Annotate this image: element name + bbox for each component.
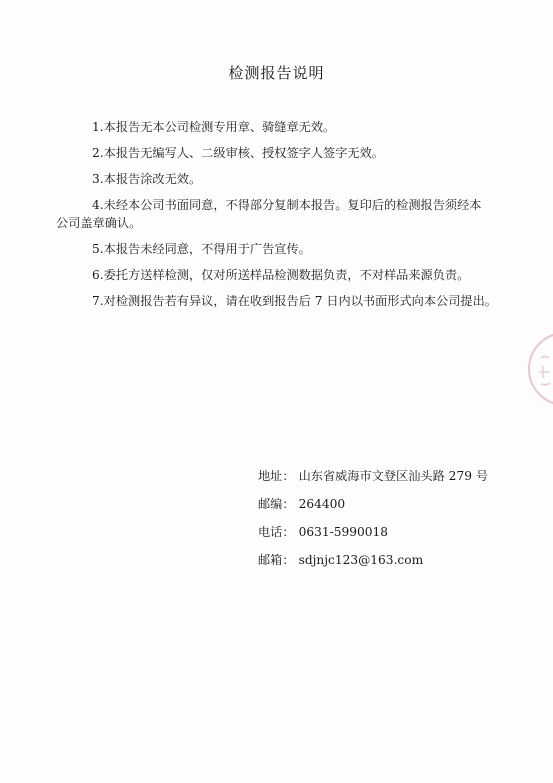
clause-item — [92, 240, 522, 258]
clause-text: 3.本报告涂改无效。 — [92, 172, 202, 186]
clause-text: 5.本报告未经同意，不得用于广告宣传。 — [92, 242, 311, 256]
page-title: 检测报告说明 — [228, 64, 325, 82]
clause-item — [92, 292, 522, 310]
seal-stamp-edge — [519, 328, 553, 410]
email-row — [258, 546, 538, 574]
clause-continuation: 公司盖章确认。 — [56, 216, 142, 230]
address-row — [258, 462, 538, 490]
clause-text: 1.本报告无本公司检测专用章、骑缝章无效。 — [92, 120, 336, 134]
phone-value: 0631-5990018 — [298, 525, 388, 539]
clause-item — [92, 118, 522, 136]
email-label: 邮箱： — [258, 553, 295, 567]
postcode-value: 264400 — [298, 497, 346, 511]
clause-text: 7.对检测报告若有异议，请在收到报告后 7 日内以书面形式向本公司提出。 — [92, 294, 497, 308]
contact-block — [258, 462, 538, 574]
address-label: 地址： — [258, 469, 295, 483]
clause-list — [56, 118, 522, 318]
address-value: 山东省威海市文登区汕头路 279 号 — [298, 469, 489, 483]
clause-text: 6.委托方送样检测，仅对所送样品检测数据负责，不对样品来源负责。 — [92, 268, 470, 282]
clause-item — [92, 266, 522, 284]
seal-stamp-icon — [519, 328, 553, 410]
clause-item — [92, 170, 522, 188]
phone-row — [258, 518, 538, 546]
clause-text: 4.未经本公司书面同意，不得部分复制本报告。复印后的检测报告须经本 — [92, 198, 482, 212]
clause-text: 2.本报告无编写人、二级审核、授权签字人签字无效。 — [92, 146, 384, 160]
clause-item — [92, 144, 522, 162]
email-value: sdjnjc123@163.com — [298, 553, 424, 567]
postcode-row — [258, 490, 538, 518]
clause-item — [56, 196, 522, 232]
postcode-label: 邮编： — [258, 497, 295, 511]
phone-label: 电话： — [258, 525, 295, 539]
